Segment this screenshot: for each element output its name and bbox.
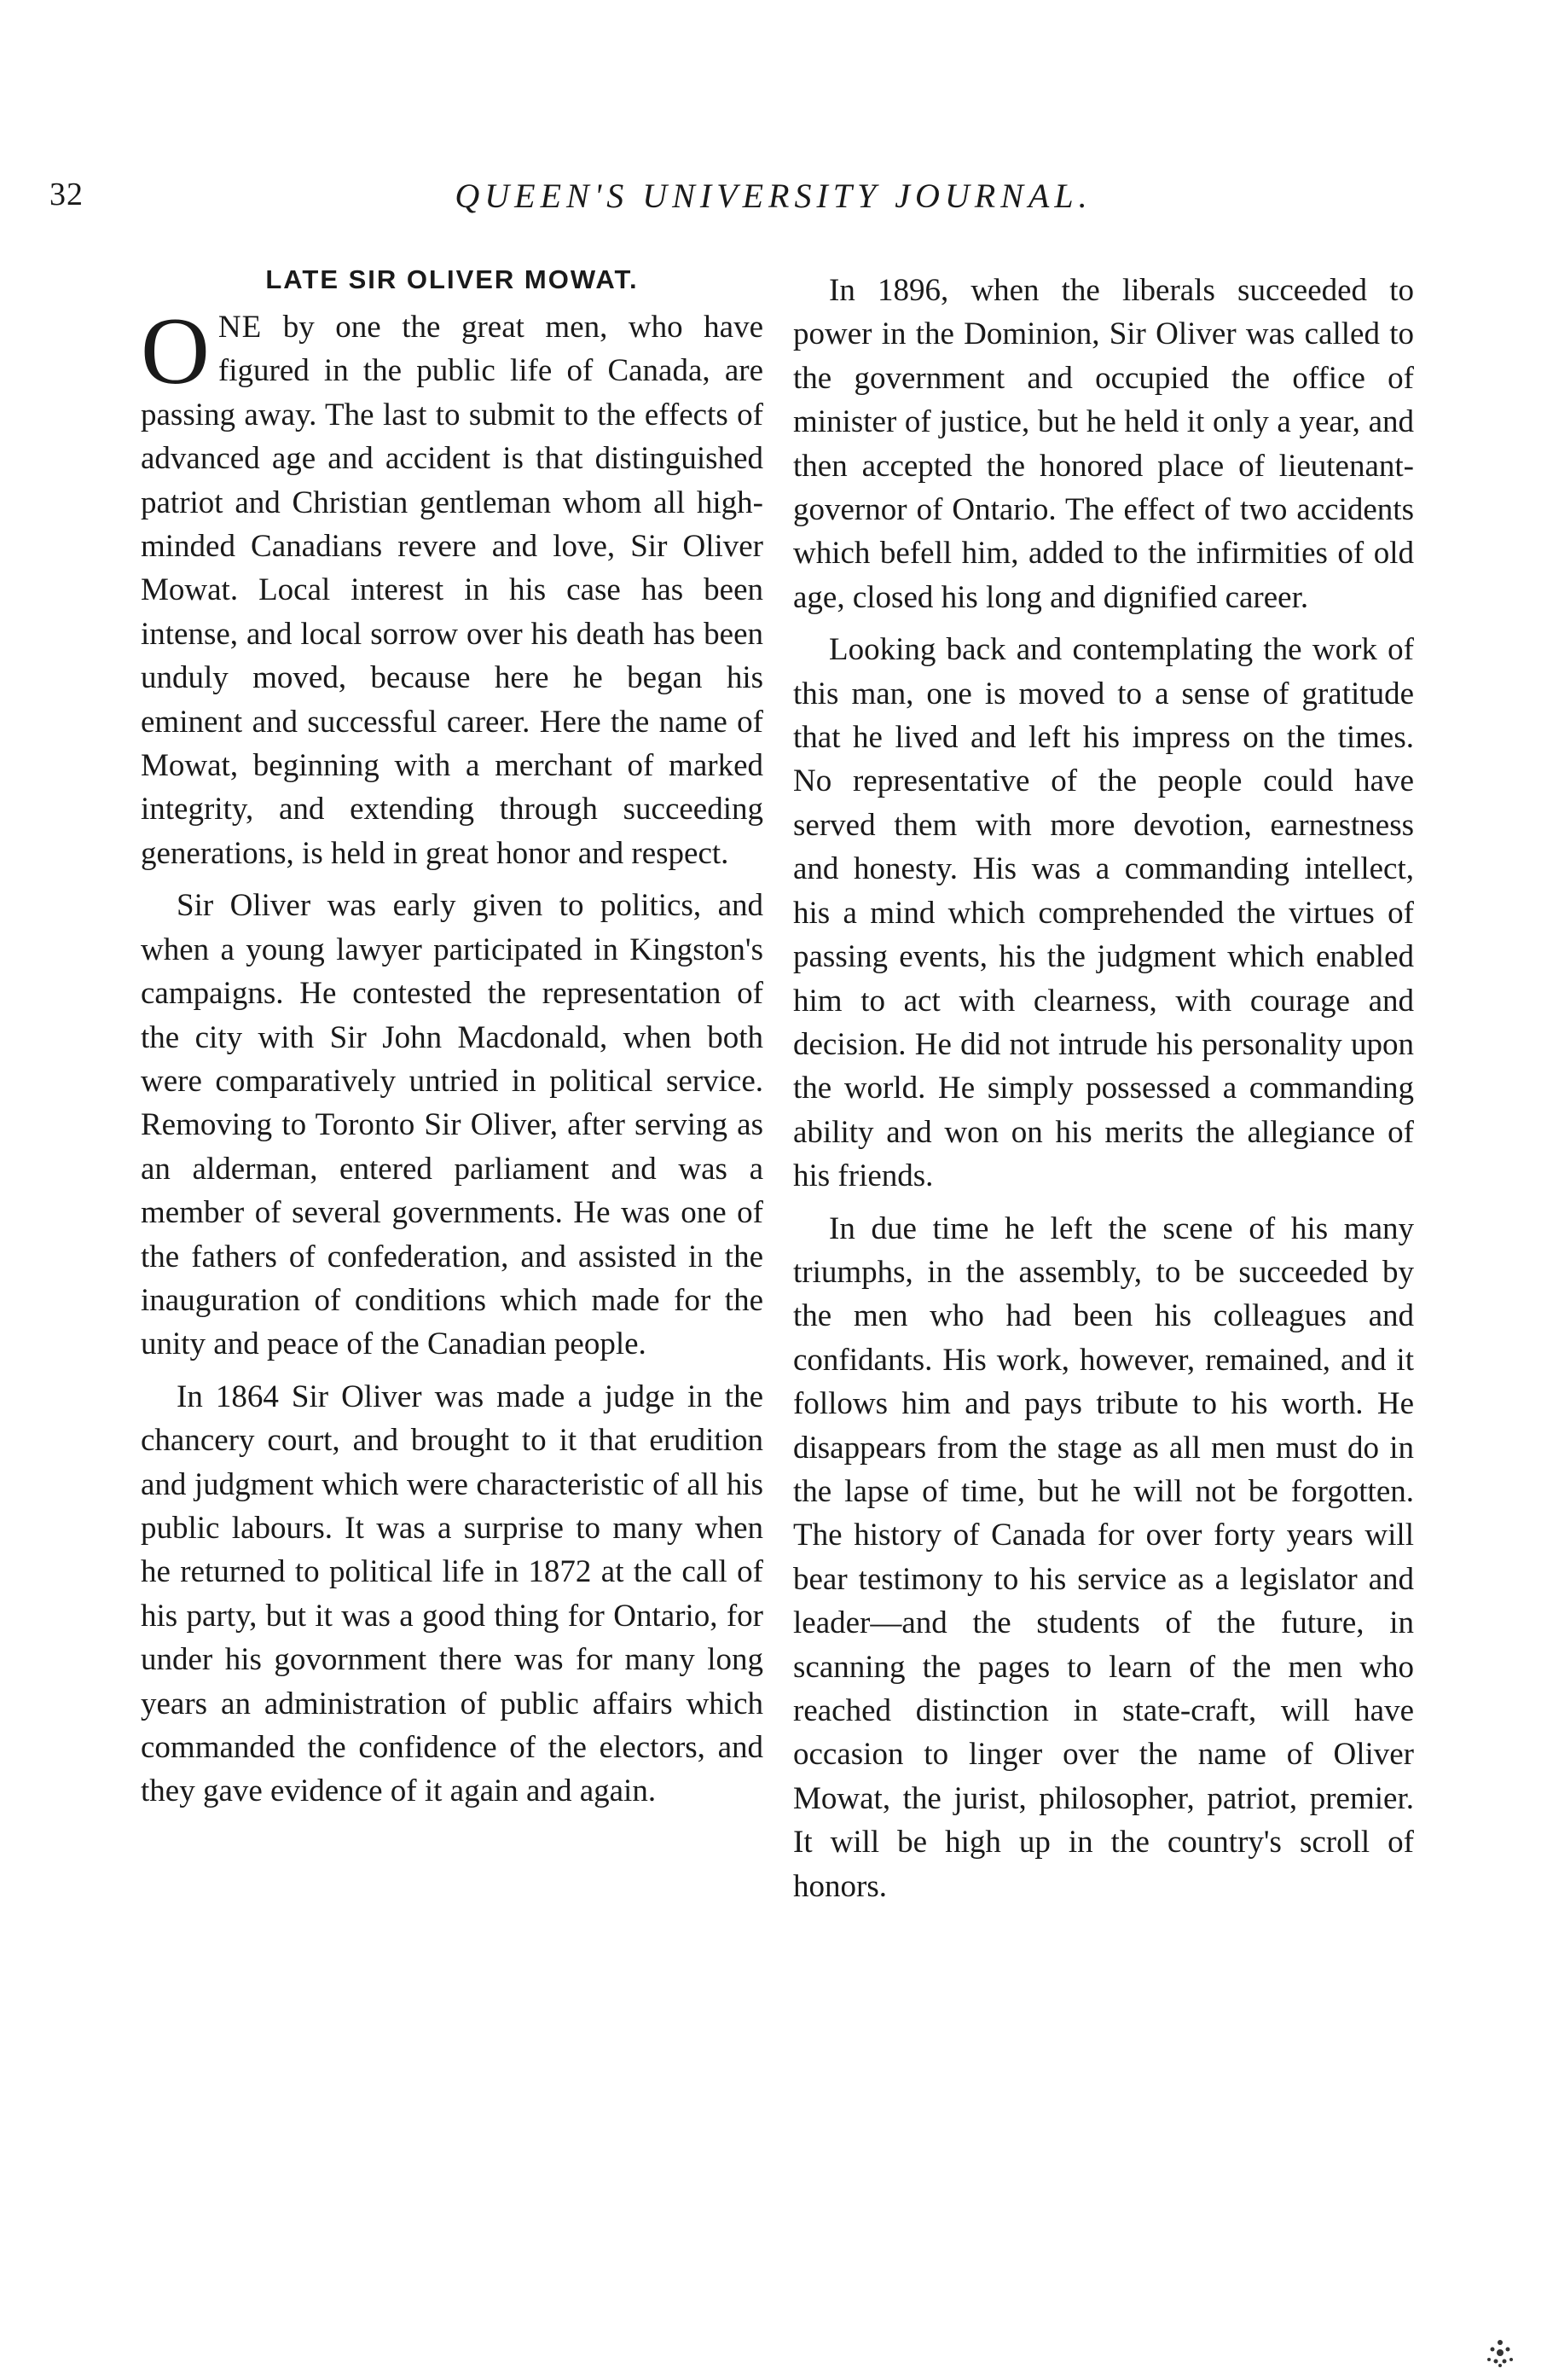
article-paragraph: In 1864 Sir Oliver was made a judge in the chancery court, and brought to it that erudition and judgment which were characteristic of all his public labours. It was a surprise to many when he returned to political life in 1872 at the call of his party, but it was a good thing for Ontario, for under his govornment there was for many long years an administration of public affairs which commanded the confidence of the electors, and they gave evidence of it again and again. [141,1379,763,1809]
article-title: LATE SIR OLIVER MOWAT. [265,264,639,294]
right-column [793,269,1414,1917]
left-column [141,259,763,1822]
drop-cap: O [141,299,210,404]
article-paragraph: In due time he left the scene of his many triumphs, in the assembly, to be succeeded by the men who had been his colleagues and confidants. His work, however, remained, and it follows him and pays tribute to his worth. He disappears from the stage as all men must do in the lapse of time, but he will not be forgotten. The history of Canada for over forty years will bear testimony to his service as a legislator and leader—and the students of the future, in scanning the pages to learn of the men who reached distinction in state-craft, will have occasion to linger over the name of Oliver Mowat, the jurist, philosopher, patriot, premier. It will be high up in the country's scroll of honors. [793,1210,1414,1904]
printer-ornament-icon [1482,2336,1518,2368]
page-number: 32 [49,177,84,212]
article-paragraph: Sir Oliver was early given to politics, and when a young lawyer participated in Kingston's campaigns. He contested the representation of the city with Sir John Macdonald, when both were comparatively untried in political service. Removing to Toronto Sir Oliver, after serving as an alderman, entered parliament and was a member of several governments. He was one of the fathers of confederation, and assisted in the inauguration of conditions which made for the unity and peace of the Canadian people. [141,888,763,1362]
article-paragraph [141,299,763,875]
paragraph-text: by one the great men, who have figured in the public life of Canada, are passing away. The last to submit to the effects of advanced age and accident is that distinguished patriot and Christian gentleman whom all high-minded Canadians revere and love, Sir Oliver Mowat. Local interest in his case has been intense, and local sorrow over his death has been unduly moved, because here he began his eminent and successful career. Here the name of Mowat, beginning with a merchant of marked integrity, and extending through succeeding generations, is held in great honor and respect. [141,310,763,871]
running-head: QUEEN'S UNIVERSITY JOURNAL. [455,177,1092,215]
article-paragraph: Looking back and contemplating the work of this man, one is moved to a sense of gratitude that he lived and left his impress on the times. No representative of the people could have served them with more devotion, earnestness and honesty. His was a commanding intellect, his a mind which comprehended the virtues of passing events, his the judgment which enabled him to act with clearness, with courage and decision. He did not intrude his personality upon the world. He simply possessed a commanding ability and won on his merits the allegiance of his friends. [793,632,1414,1194]
lead-word: NE [217,310,263,345]
article-paragraph: In 1896, when the liberals succeeded to power in the Dominion, Sir Oliver was called to the government and occupied the office of minister of justice, but he held it only a year, and then accepted the honored place of lieutenant-governor of Ontario. The effect of two accidents which befell him, added to the infirmities of old age, closed his long and dignified career. [793,273,1414,615]
